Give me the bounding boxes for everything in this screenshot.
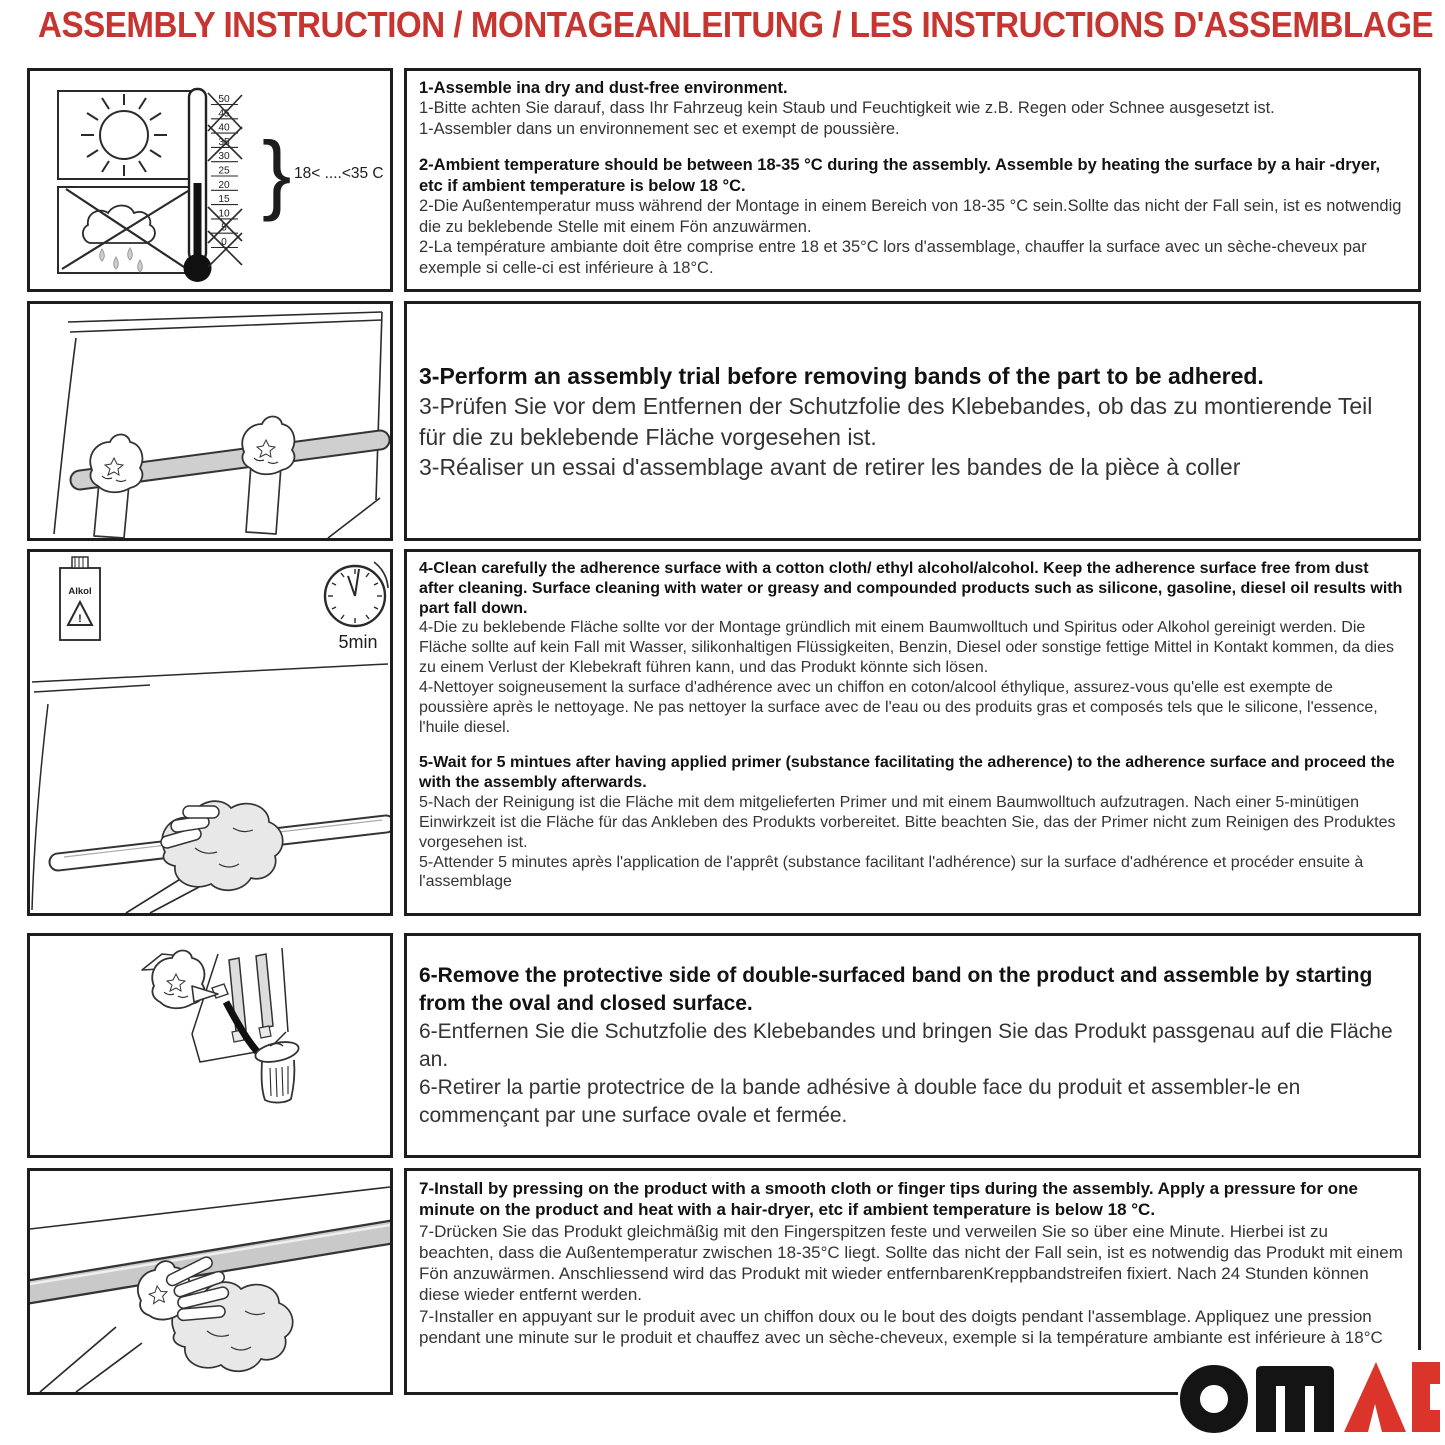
step3-en: 3-Perform an assembly trial before removing bands of the part to be adhered. (419, 362, 1264, 389)
illustration-peel-tape (27, 933, 393, 1158)
svg-text:35: 35 (218, 136, 230, 148)
svg-text:45: 45 (218, 108, 230, 120)
step1-en: 1-Assemble ina dry and dust-free environment. (419, 79, 788, 97)
instruction-text-steps-4-5 (404, 549, 1421, 916)
peel-tape-drawing (30, 936, 390, 1155)
svg-text:40: 40 (218, 122, 230, 134)
cleaning-drawing (30, 552, 390, 913)
page-title: ASSEMBLY INSTRUCTION / MONTAGEANLEITUNG / LES INSTRUCTIONS D'ASSEMBLAGE (38, 4, 1434, 45)
step4-de: 4-Die zu beklebende Fläche sollte vor der Montage gründlich mit einem Baumwolltuch und Spiritus oder Alkohol gereinigt werden. Die Fläche sollte auf kein Fall mit Wasser, silikonhaltigen Flüssigkeiten, Benzin, Diesel oder sonstige fettige Mittel in Kontakt kommen, da dies zu einem Verlust der Klebekraft führen kann, und das Produkt könnte sich lösen. (419, 619, 1394, 677)
climate-drawing (30, 71, 390, 289)
step6-fr: 6-Retirer la partie protectrice de la bande adhésive à double face du produit et assembler-le en commençant par une surface ovale et fermée. (419, 1076, 1301, 1128)
step7-fr: 7-Installer en appuyant sur le produit avec un chiffon doux ou le bout des doigts pendant l'assemblage. Appliquez une pression pendant une minute sur le produit et chauffez avec un sèche-cheveux, exemple si la température ambiante est inférieure à 18°C (419, 1306, 1383, 1347)
step7-en: 7-Install by pressing on the product with a smooth cloth or finger tips during the assembly. Apply a pressure for one minute on the product and heat with a hair-dryer, etc if ambient temperature is below 18 °C. (419, 1179, 1358, 1220)
temperature-range-label: 18< ....<35 C (294, 165, 384, 182)
illustration-trial-fit (27, 301, 393, 541)
svg-text:30: 30 (218, 151, 230, 163)
step-row-2 (0, 301, 1445, 541)
press-drawing (30, 1171, 390, 1392)
step2-en: 2-Ambient temperature should be between 18-35 °C during the assembly. Assemble by heating the surface by a hair -dryer, etc if ambient temperature is below 18 °C. (419, 156, 1381, 195)
illustration-climate (27, 68, 393, 292)
step5-en: 5-Wait for 5 mintues after having applied primer (substance facilitating the adherence) to the adherence surface and proceed the with the assembly afterwards. (419, 754, 1395, 792)
alcohol-bottle-icon (60, 557, 100, 640)
step5-fr: 5-Attender 5 minutes après l'application de l'apprêt (substance facilitant l'adhérence) sur la surface d'adhérence et procéder ensuite à l'assemblage (419, 853, 1364, 891)
step-row-1 (0, 68, 1445, 292)
svg-text:20: 20 (218, 179, 230, 191)
logo-letter-m (1256, 1366, 1334, 1432)
step1-de: 1-Bitte achten Sie darauf, dass Ihr Fahrzeug kein Staub und Feuchtigkeit wie z.B. Regen oder Schnee ausgesetzt ist. (419, 99, 1275, 118)
svg-text:5: 5 (221, 222, 227, 234)
thermometer-icon (184, 89, 384, 282)
step2-de: 2-Die Außentemperatur muss während der Montage in einem Bereich von 18-35 °C sein.Sollte das nicht der Fall sein, ist es notwendig die zu beklebende Stelle mit einem Fön anzuwärmen. (419, 197, 1402, 236)
hand-right (242, 417, 294, 535)
instruction-text-step-6 (404, 933, 1421, 1158)
hand-left (90, 435, 142, 539)
instruction-text-step-3 (404, 301, 1421, 541)
svg-text:0: 0 (221, 237, 227, 248)
step1-fr: 1-Assembler dans un environnement sec et exempt de poussière. (419, 119, 900, 138)
illustration-press (27, 1168, 393, 1395)
step-row-4 (0, 933, 1445, 1158)
step4-fr: 4-Nettoyer soigneusement la surface d'adhérence avec un chiffon en coton/alcool éthylique, assurez-vous qu'elle est exempte de poussière après le nettoyage. Ne pas nettoyer la surface avec de l'eau ou des produits gras et composés tels que le silicone, l'essence, l'huile diesel. (419, 678, 1378, 736)
clock-icon (325, 562, 388, 652)
no-rain-icon (58, 187, 190, 273)
step5-de: 5-Nach der Reinigung ist die Fläche mit dem mitgelieferten Primer und mit einem Baumwolltuch aufzutragen. Nach einer 5-minütigen Einwirkzeit ist die Fläche für das Ankleben des Produkts vorbereitet. Bitte beachten Sie, das der Primer nicht zum Reinigen des Produktes vorgesehen ist. (419, 794, 1396, 851)
step-row-3 (0, 549, 1445, 916)
clock-duration-label: 5min (338, 632, 378, 652)
svg-text:10: 10 (218, 208, 230, 220)
svg-text:25: 25 (218, 165, 230, 177)
sun-icon (58, 91, 190, 179)
hand-peeling (142, 951, 218, 1009)
hand-with-cloth (162, 801, 283, 890)
omac-logo (1178, 1350, 1440, 1442)
warning-exclamation: ! (78, 613, 82, 625)
step4-en: 4-Clean carefully the adherence surface with a cotton cloth/ ethyl alcohol/alcohol. Keep the adherence surface free from dust after cleaning. Surface cleaning with water or greasy and compounded products such as silicone, gasoline, diesel oil results with part fall down. (419, 560, 1403, 617)
svg-text:50: 50 (218, 94, 230, 105)
trash-can-icon (254, 1039, 301, 1103)
trial-fit-drawing (30, 304, 390, 538)
range-brace: } (262, 123, 292, 222)
svg-text:15: 15 (218, 194, 230, 206)
step7-de: 7-Drücken Sie das Produkt gleichmäßig mit den Fingerspitzen feste und verweilen Sie so über eine Minute. Hierbei ist zu beachten, dass die Außentemperatur zwischen 18-35°C liegt. Sollte das nicht der Fall sein, ist es notwendig das Produkt mit einem Fön anzuwärmen. Anschliessend wird das Produkt mit wieder entfernbarenKreppbandstreifen fixiert. Nach 24 Stunden können diese wieder entfernt werden. (419, 1221, 1403, 1305)
step6-en: 6-Remove the protective side of double-surfaced band on the product and assemble by starting from the oval and closed surface. (419, 963, 1373, 1015)
illustration-cleaning (27, 549, 393, 916)
alcohol-label: Alkol (68, 586, 92, 597)
step3-de: 3-Prüfen Sie vor dem Entfernen der Schutzfolie des Klebebandes, ob das zu montierende Teil für die zu beklebende Fläche vorgesehen ist. (419, 393, 1373, 450)
omac-logo-graphic (1178, 1350, 1440, 1442)
step6-de: 6-Entfernen Sie die Schutzfolie des Klebebandes und bringen Sie das Produkt passgenau auf die Fläche an. (419, 1019, 1393, 1071)
instruction-text-steps-1-2 (404, 68, 1421, 292)
step2-fr: 2-La température ambiante doit être comprise entre 18 et 35°C lors d'assemblage, chauffer la surface avec un sèche-cheveux par exemple si celle-ci est inférieure à 18°C. (419, 238, 1367, 277)
step3-fr: 3-Réaliser un essai d'assemblage avant de retirer les bandes de la pièce à coller (419, 453, 1241, 480)
